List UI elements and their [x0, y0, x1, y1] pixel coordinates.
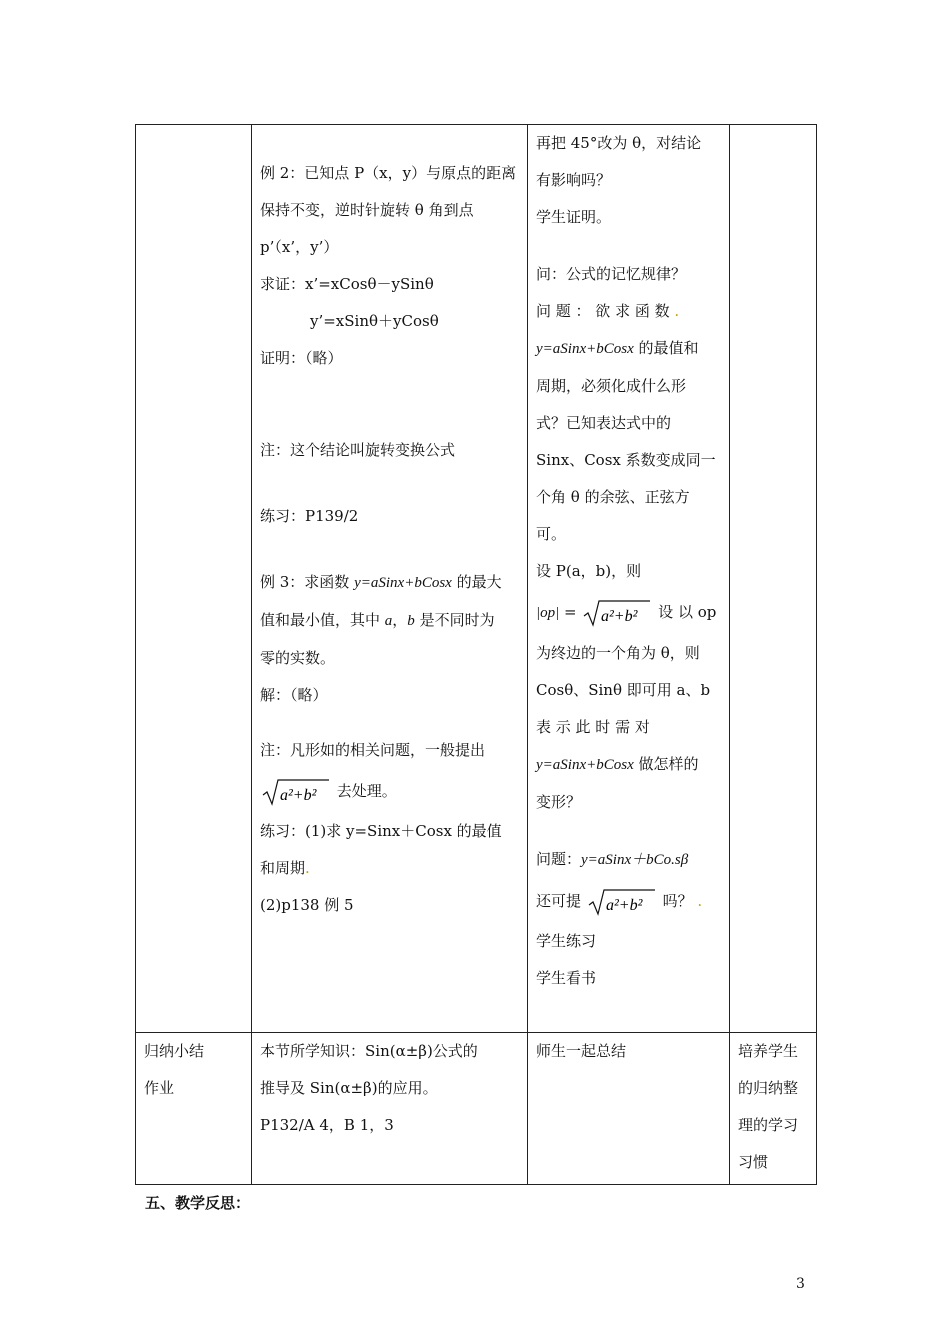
ex3-line3: 零的实数。	[260, 649, 336, 667]
explain-line: Cosθ、Sinθ 即可用 a、b	[536, 681, 711, 699]
op-formula-line: |op| = a²+b² 设 以 op	[536, 590, 721, 635]
student-practice: 学生练习	[536, 932, 597, 950]
ex2-line2: 保持不变，逆时针旋转 θ 角到点	[260, 201, 474, 219]
sqrt-formula	[583, 599, 651, 627]
practice2-line2: 和周期.	[260, 859, 310, 877]
page-number: 3	[796, 1276, 805, 1292]
solution-omitted: 解：（略）	[260, 686, 328, 704]
section-title-reflection: 五、教学反思：	[145, 1194, 251, 1212]
question-line: 式？已知表达式中的	[536, 414, 672, 432]
cell-summary-content: 本节所学知识：Sin(α±β)公式的 推导及 Sin(α±β)的应用。 P132/A 4，B 1，3	[252, 1033, 528, 1185]
cell-stage	[136, 125, 252, 1033]
question-line: 可。	[536, 525, 567, 543]
ex2-line1: 例 2：已知点 P（x，y）与原点的距离	[260, 164, 517, 182]
note-rotation: 注：这个结论叫旋转变换公式	[260, 441, 456, 459]
ex2-line3: p’（x’，y’）	[260, 238, 339, 256]
table-row	[136, 125, 817, 1033]
question-beta: 问题：y=aSinx＋bCo.sβ	[536, 850, 689, 868]
practice2-line3: (2)p138 例 5	[260, 896, 354, 914]
question-memory: 问：公式的记忆规律？	[536, 265, 687, 283]
note-general: 注：凡形如的相关问题，一般提出	[260, 741, 486, 759]
sqrt-radicand: a²+b²	[280, 787, 317, 804]
activity-line: 有影响吗？	[536, 171, 612, 189]
explain-line: 为终边的一个角为 θ，则	[536, 644, 700, 662]
student-read: 学生看书	[536, 969, 597, 987]
question-line: 周期，必须化成什么形	[536, 377, 687, 395]
svg-text:a²+b²: a²+b²	[601, 608, 638, 625]
activity-line: 学生证明。	[536, 208, 612, 226]
activity-line: 再把 45°改为 θ，对结论	[536, 134, 702, 152]
cell-summary-activity: 师生一起总结	[528, 1033, 730, 1185]
cell-activity	[528, 125, 730, 1033]
sqrt-formula	[588, 888, 656, 916]
sqrt-formula	[262, 778, 330, 806]
ex3-line1: 例 3：求函数 y=aSinx+bCosx 的最大	[260, 573, 502, 591]
practice-1: 练习：P139/2	[260, 507, 359, 525]
cell-stage-summary: 归纳小结 作业	[136, 1033, 252, 1185]
svg-text:a²+b²: a²+b²	[605, 897, 643, 914]
ex3-line2: 值和最小值，其中 a，b 是不同时为	[260, 611, 495, 629]
set-point: 设 P(a，b)，则	[536, 562, 642, 580]
lesson-table	[135, 124, 817, 1185]
explain-line: y=aSinx+bCosx 做怎样的	[536, 755, 699, 773]
explain-line: 表 示 此 时 需 对	[536, 718, 650, 736]
cell-content	[252, 125, 528, 1033]
explain-line: 变形？	[536, 793, 582, 811]
also-sqrt-line: 还可提 a²+b² 吗？ .	[536, 879, 721, 923]
proof-line2: y’=xSinθ＋yCosθ	[310, 312, 439, 330]
question-line: Sinx、Cosx 系数变成同一	[536, 451, 716, 469]
table-row	[136, 1033, 817, 1185]
question-line: 个角 θ 的余弦、正弦方	[536, 488, 690, 506]
question-line: y=aSinx+bCosx 的最值和	[536, 339, 699, 357]
proof-statement: 求证：x’=xCosθ－ySinθ	[260, 275, 434, 293]
sqrt-line: a²+b² 去处理。	[260, 769, 519, 813]
practice2-line1: 练习：(1)求 y=Sinx＋Cosx 的最值	[260, 822, 502, 840]
cell-purpose	[730, 125, 817, 1033]
proof-omitted: 证明：（略）	[260, 349, 343, 367]
question-line: 问 题 ： 欲 求 函 数 .	[536, 302, 680, 320]
cell-summary-purpose: 培养学生 的归纳整 理的学习 习惯	[730, 1033, 817, 1185]
